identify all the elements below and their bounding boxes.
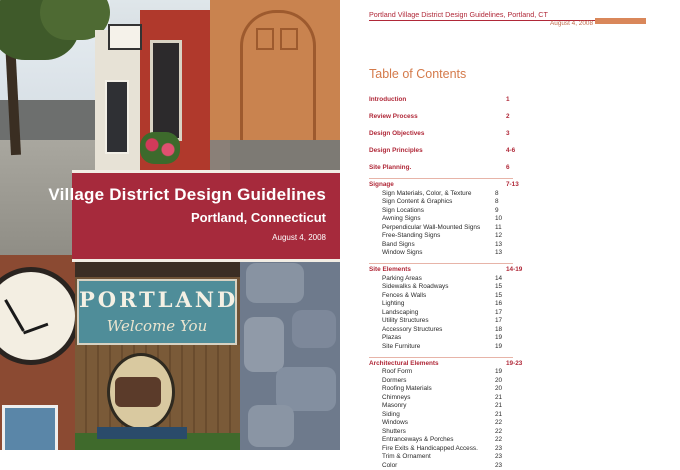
toc-page	[340, 0, 680, 450]
toc-subentry-page: 20	[495, 385, 502, 392]
toc-subentry-label: Fences & Walls	[382, 292, 426, 299]
stone-wall-photo	[240, 255, 340, 450]
toc-entry-introduction[interactable]	[369, 96, 609, 105]
toc-subentry-page: 17	[495, 317, 502, 324]
toc-subentry[interactable]	[369, 428, 609, 437]
toc-entry-label: Architectural Elements	[369, 360, 439, 367]
toc-subentry-page: 11	[495, 224, 502, 231]
header-date: August 4, 2008	[550, 20, 593, 27]
toc-subentry-page: 9	[495, 207, 499, 214]
toc-entry-label: Introduction	[369, 96, 406, 103]
welcome-sign-photo	[75, 255, 240, 450]
toc-subentry[interactable]	[369, 215, 609, 224]
toc-subentry[interactable]	[369, 402, 609, 411]
toc-subentry-page: 8	[495, 190, 499, 197]
sign-main-text: PORTLAND	[79, 287, 235, 312]
toc-entry-page: 19-23	[506, 360, 522, 367]
toc-subentry-label: Window Signs	[382, 249, 423, 256]
toc-subentry-label: Sign Locations	[382, 207, 424, 214]
section-divider	[369, 263, 513, 264]
toc-entry-label: Site Planning.	[369, 164, 411, 171]
toc-subentry-label: Band Signs	[382, 241, 415, 248]
toc-subentry-label: Color	[382, 462, 397, 469]
toc-entry-page: 7-13	[506, 181, 519, 188]
toc-subentry-page: 22	[495, 428, 502, 435]
toc-subentry[interactable]	[369, 377, 609, 386]
toc-subentry-page: 13	[495, 241, 502, 248]
cover-title: Village District Design Guidelines	[48, 185, 326, 205]
toc-entry-label: Design Objectives	[369, 130, 424, 137]
toc-entry-page: 4-6	[506, 147, 515, 154]
toc-subentry-label: Sign Materials, Color, & Texture	[382, 190, 471, 197]
toc-subentry[interactable]	[369, 436, 609, 445]
toc-subentry[interactable]	[369, 453, 609, 462]
toc-subentry-page: 23	[495, 445, 502, 452]
toc-subentry-label: Plazas	[382, 334, 401, 341]
toc-subentry[interactable]	[369, 334, 609, 343]
toc-subentry-page: 22	[495, 436, 502, 443]
toc-subentry-page: 17	[495, 309, 502, 316]
cover-subtitle: Portland, Connecticut	[191, 210, 326, 225]
toc-subentry-label: Landscaping	[382, 309, 418, 316]
toc-subentry-label: Chimneys	[382, 394, 410, 401]
toc-subentry-label: Accessory Structures	[382, 326, 442, 333]
toc-subentry[interactable]	[369, 368, 609, 377]
toc-subentry[interactable]	[369, 249, 609, 258]
toc-subentry[interactable]	[369, 232, 609, 241]
toc-subentry-label: Awning Signs	[382, 215, 421, 222]
toc-subentry[interactable]	[369, 317, 609, 326]
toc-subentry-label: Utility Structures	[382, 317, 429, 324]
toc-entry-site-elements[interactable]	[369, 266, 609, 275]
section-divider	[369, 178, 513, 179]
toc-subentry[interactable]	[369, 283, 609, 292]
toc-subentry-page: 16	[495, 300, 502, 307]
cover-page	[0, 0, 340, 450]
toc-subentry[interactable]	[369, 190, 609, 199]
toc-subentry-label: Roofing Materials	[382, 385, 432, 392]
toc-subentry-label: Dormers	[382, 377, 407, 384]
cover-title-banner	[72, 170, 340, 262]
toc-subentry[interactable]	[369, 445, 609, 454]
toc-subentry-label: Shutters	[382, 428, 406, 435]
toc-entry-design-objectives[interactable]	[369, 130, 609, 139]
door-photo	[210, 0, 340, 140]
toc-subentry-page: 21	[495, 402, 502, 409]
toc-subentry-label: Free-Standing Signs	[382, 232, 440, 239]
clock-photo	[0, 255, 75, 450]
toc-entry-label: Design Principles	[369, 147, 423, 154]
toc-subentry-page: 21	[495, 394, 502, 401]
toc-subentry[interactable]	[369, 224, 609, 233]
toc-subentry-page: 23	[495, 453, 502, 460]
section-divider	[369, 357, 513, 358]
toc-subentry[interactable]	[369, 462, 609, 470]
toc-subentry-page: 10	[495, 215, 502, 222]
toc-subentry-page: 15	[495, 292, 502, 299]
toc-subentry-label: Perpendicular Wall-Mounted Signs	[382, 224, 480, 231]
toc-subentry-page: 15	[495, 283, 502, 290]
toc-subentry-page: 13	[495, 249, 502, 256]
toc-subentry[interactable]	[369, 411, 609, 420]
toc-subentry-page: 8	[495, 198, 499, 205]
toc-subentry-label: Roof Form	[382, 368, 412, 375]
toc-subentry[interactable]	[369, 292, 609, 301]
toc-entry-page: 14-19	[506, 266, 522, 273]
toc-subentry-page: 21	[495, 411, 502, 418]
toc-subentry-page: 18	[495, 326, 502, 333]
toc-subentry-label: Sidewalks & Roadways	[382, 283, 448, 290]
cover-date: August 4, 2008	[272, 233, 326, 242]
toc-subentry-label: Sign Content & Graphics	[382, 198, 452, 205]
toc-subentry[interactable]	[369, 300, 609, 309]
toc-entry-label: Signage	[369, 181, 394, 188]
toc-subentry-page: 19	[495, 334, 502, 341]
toc-subentry[interactable]	[369, 419, 609, 428]
toc-subentry-page: 20	[495, 377, 502, 384]
toc-subentry[interactable]	[369, 207, 609, 216]
toc-entry-page: 6	[506, 164, 510, 171]
toc-section-site-elements	[369, 266, 609, 351]
toc-section-signage	[369, 181, 609, 258]
toc-subentry-label: Parking Areas	[382, 275, 422, 282]
sign-welcome-text: Welcome You	[79, 317, 235, 335]
toc-subentry-page: 12	[495, 232, 502, 239]
toc-subentry-label: Lighting	[382, 300, 404, 307]
toc-subentry[interactable]	[369, 309, 609, 318]
toc-entry-label: Review Process	[369, 113, 418, 120]
toc-subentry[interactable]	[369, 326, 609, 335]
toc-subentry[interactable]	[369, 385, 609, 394]
clock-face	[0, 267, 75, 365]
running-header: Portland Village District Design Guidelines, Portland, CT	[369, 10, 548, 19]
toc-title: Table of Contents	[369, 67, 466, 81]
header-accent-bar	[595, 18, 646, 24]
toc-entry-page: 2	[506, 113, 510, 120]
toc-subentry[interactable]	[369, 394, 609, 403]
toc-subentry-page: 19	[495, 368, 502, 375]
toc-subentry-label: Fire Exits & Handicapped Access.	[382, 445, 478, 452]
toc-entry-page: 1	[506, 96, 510, 103]
toc-entry-signage[interactable]	[369, 181, 609, 190]
toc-entry-page: 3	[506, 130, 510, 137]
toc-entry-review-process[interactable]	[369, 113, 609, 122]
toc-subentry-page: 19	[495, 343, 502, 350]
toc-subentry-label: Windows	[382, 419, 408, 426]
toc-subentry[interactable]	[369, 241, 609, 250]
toc-subentry[interactable]	[369, 198, 609, 207]
toc-section-architectural-elements	[369, 360, 609, 470]
toc-subentry[interactable]	[369, 343, 609, 352]
toc-entry-site-planning[interactable]	[369, 164, 609, 173]
table-of-contents	[369, 96, 609, 470]
portland-sign	[77, 279, 237, 345]
toc-entry-label: Site Elements	[369, 266, 411, 273]
toc-subentry-label: Site Furniture	[382, 343, 420, 350]
toc-subentry-page: 14	[495, 275, 502, 282]
toc-subentry[interactable]	[369, 275, 609, 284]
toc-subentry-page: 22	[495, 419, 502, 426]
toc-entry-design-principles[interactable]	[369, 147, 609, 156]
toc-subentry-label: Siding	[382, 411, 400, 418]
toc-subentry-label: Trim & Ornament	[382, 453, 431, 460]
toc-subentry-label: Entranceways & Porches	[382, 436, 453, 443]
toc-subentry-page: 23	[495, 462, 502, 469]
toc-entry-architectural-elements[interactable]	[369, 360, 609, 369]
toc-subentry-label: Masonry	[382, 402, 407, 409]
